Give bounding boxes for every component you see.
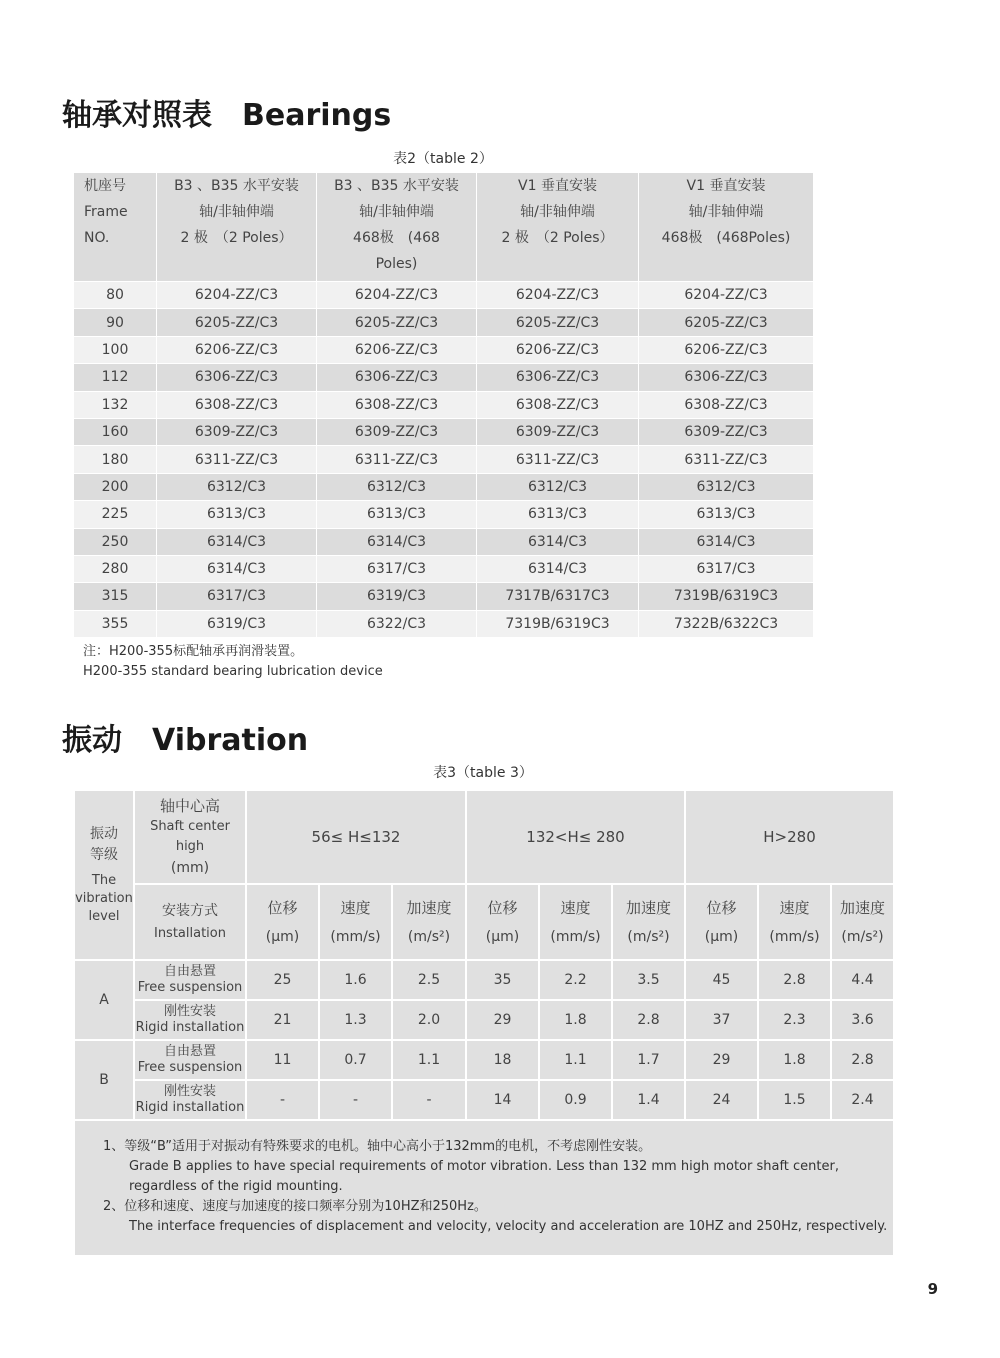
level-header-en-1: The [91, 873, 117, 888]
col-end: 轴/非轴伸端 [359, 204, 434, 220]
measure-header [758, 884, 831, 960]
frame-cell: 90 [74, 309, 157, 336]
bearing-cell: 6317/C3 [317, 555, 477, 582]
frame-header-cell [74, 173, 157, 282]
bearing-cell: 6206-ZZ/C3 [477, 336, 639, 363]
table-row [74, 446, 814, 473]
installation-cell [134, 960, 246, 1000]
installation-en: Rigid installation [135, 1020, 245, 1035]
bearings-header-row [74, 173, 814, 282]
level-header-cn-2: 等级 [90, 847, 118, 863]
vibration-value-cell: 3.5 [612, 960, 685, 1000]
vibration-header-row-2 [74, 884, 894, 960]
frame-cell: 355 [74, 610, 157, 637]
measure-unit: (mm/s) [550, 929, 601, 945]
col-end: 轴/非轴伸端 [520, 204, 595, 220]
vibration-value-cell: 24 [685, 1080, 758, 1120]
bearing-cell: 6314/C3 [477, 555, 639, 582]
measure-unit: (m/s²) [627, 929, 670, 945]
range-header: H>280 [685, 790, 894, 884]
measure-unit: (μm) [704, 929, 739, 945]
footnote-1-en-cont: regardless of the rigid mounting. [129, 1179, 343, 1194]
vibration-value-cell: 0.7 [319, 1040, 392, 1080]
vibration-value-cell: 2.2 [539, 960, 612, 1000]
vibration-value-cell: 2.3 [758, 1000, 831, 1040]
vibration-value-cell: 1.8 [539, 1000, 612, 1040]
vibration-value-cell: 14 [466, 1080, 539, 1120]
measure-header [319, 884, 392, 960]
bearings-note [83, 642, 383, 682]
range-header: 132<H≤ 280 [466, 790, 685, 884]
bearing-cell: 6317/C3 [157, 583, 317, 610]
bearing-cell: 6312/C3 [639, 473, 814, 500]
bearing-cell: 6205-ZZ/C3 [477, 309, 639, 336]
col-mount: V1 垂直安装 [686, 178, 766, 194]
bearing-cell: 6206-ZZ/C3 [317, 336, 477, 363]
level-header-en-2: vibration [75, 891, 133, 906]
bearing-cell: 6308-ZZ/C3 [157, 391, 317, 418]
install-header-cell [134, 884, 246, 960]
table-row [74, 960, 894, 1000]
frame-cell: 250 [74, 528, 157, 555]
vibration-value-cell: 25 [246, 960, 319, 1000]
vibration-title-en: Vibration [152, 723, 309, 758]
bearing-cell: 6306-ZZ/C3 [317, 364, 477, 391]
vibration-value-cell: 2.4 [831, 1080, 894, 1120]
vibration-value-cell: 1.4 [612, 1080, 685, 1120]
frame-cell: 160 [74, 418, 157, 445]
bearing-cell: 6308-ZZ/C3 [317, 391, 477, 418]
table-row [74, 282, 814, 309]
table-row [74, 1000, 894, 1040]
vibration-value-cell: 3.6 [831, 1000, 894, 1040]
grade-cell: A [74, 960, 134, 1040]
bearing-cell: 7319B/6319C3 [639, 583, 814, 610]
footnote-2-cn: 2、位移和速度、速度与加速度的接口频率分别为10HZ和250Hz。 [103, 1199, 487, 1214]
installation-cn: 自由悬置 [163, 1044, 216, 1059]
bearing-cell: 6306-ZZ/C3 [639, 364, 814, 391]
measure-unit: (m/s²) [407, 929, 451, 945]
vibration-value-cell: 1.6 [319, 960, 392, 1000]
measure-name: 位移 [267, 899, 298, 917]
vibration-value-cell: 2.0 [392, 1000, 466, 1040]
level-header-cell [74, 790, 134, 960]
measure-name: 加速度 [626, 899, 672, 917]
installation-cn: 自由悬置 [163, 964, 216, 979]
bearing-cell: 6312/C3 [157, 473, 317, 500]
bearing-cell: 6309-ZZ/C3 [157, 418, 317, 445]
frame-header-cn: 机座号 [84, 178, 126, 194]
vibration-value-cell: 1.7 [612, 1040, 685, 1080]
installation-cn: 刚性安装 [163, 1004, 216, 1019]
vibration-header-row-1 [74, 790, 894, 884]
bearing-cell: 6204-ZZ/C3 [477, 282, 639, 309]
installation-en: Rigid installation [135, 1100, 245, 1115]
bearings-note-en: H200-355 standard bearing lubrication device [83, 664, 383, 679]
bearings-caption: 表2（table 2） [393, 151, 493, 167]
bearing-cell: 6309-ZZ/C3 [317, 418, 477, 445]
vibration-value-cell: 29 [685, 1040, 758, 1080]
bearing-cell: 6306-ZZ/C3 [157, 364, 317, 391]
level-header-en-3: level [88, 909, 120, 924]
shaft-header-cell [134, 790, 246, 884]
bearing-cell: 6314/C3 [317, 528, 477, 555]
vibration-value-cell: 2.5 [392, 960, 466, 1000]
bearing-cell: 6206-ZZ/C3 [157, 336, 317, 363]
vibration-table [73, 789, 895, 1257]
page-number: 9 [927, 1280, 938, 1298]
measure-header [466, 884, 539, 960]
bearing-cell: 6312/C3 [317, 473, 477, 500]
measure-name: 位移 [487, 899, 518, 917]
vibration-value-cell: 11 [246, 1040, 319, 1080]
vibration-value-cell: 0.9 [539, 1080, 612, 1120]
bearing-cell: 6311-ZZ/C3 [639, 446, 814, 473]
installation-en: Free suspension [137, 980, 243, 995]
bearing-cell: 6314/C3 [639, 528, 814, 555]
bearing-cell: 7317B/6317C3 [477, 583, 639, 610]
frame-header-en: Frame [84, 204, 128, 220]
bearing-col-header [639, 173, 814, 282]
measure-unit: (m/s²) [841, 929, 884, 945]
bearing-cell: 7319B/6319C3 [477, 610, 639, 637]
measure-name: 加速度 [840, 899, 886, 917]
measure-header [539, 884, 612, 960]
measure-unit: (μm) [485, 929, 520, 945]
vibration-value-cell: 2.8 [612, 1000, 685, 1040]
vibration-value-cell: 37 [685, 1000, 758, 1040]
bearing-cell: 6311-ZZ/C3 [477, 446, 639, 473]
bearing-cell: 6322/C3 [317, 610, 477, 637]
vibration-caption: 表3（table 3） [433, 765, 533, 781]
vibration-value-cell: 18 [466, 1040, 539, 1080]
range-header: 56≤ H≤132 [246, 790, 466, 884]
vibration-value-cell: 29 [466, 1000, 539, 1040]
measure-name: 速度 [560, 899, 591, 917]
table-row [74, 391, 814, 418]
install-header-en: Installation [153, 926, 226, 941]
bearing-cell: 6311-ZZ/C3 [157, 446, 317, 473]
bearing-cell: 6312/C3 [477, 473, 639, 500]
bearing-col-header [157, 173, 317, 282]
col-end: 轴/非轴伸端 [688, 204, 764, 220]
vibration-title-cn: 振动 [62, 723, 122, 758]
footnote-1-cn: 1、等级“B”适用于对振动有特殊要求的电机。轴中心高小于132mm的电机，不考虑刚性安装。 [103, 1139, 652, 1154]
table-row [74, 555, 814, 582]
frame-cell: 225 [74, 501, 157, 528]
frame-cell: 180 [74, 446, 157, 473]
bearing-cell: 6313/C3 [157, 501, 317, 528]
bearing-cell: 6313/C3 [317, 501, 477, 528]
shaft-header-cn: 轴中心高 [159, 797, 220, 815]
measure-header [685, 884, 758, 960]
col-poles: 468极 (468 [353, 230, 440, 246]
vibration-value-cell: 1.8 [758, 1040, 831, 1080]
col-end: 轴/非轴伸端 [199, 204, 274, 220]
vibration-value-cell: 35 [466, 960, 539, 1000]
table-row [74, 1040, 894, 1080]
measure-header [831, 884, 894, 960]
bearing-cell: 6308-ZZ/C3 [639, 391, 814, 418]
measure-unit: (μm) [265, 929, 300, 945]
vibration-footnotes [74, 1120, 894, 1256]
bearings-title [62, 90, 391, 134]
bearings-title-cn: 轴承对照表 [62, 98, 212, 133]
table-row [74, 528, 814, 555]
vibration-value-cell: 4.4 [831, 960, 894, 1000]
grade-cell: B [74, 1040, 134, 1120]
vibration-value-cell: - [392, 1080, 466, 1120]
bearing-col-header [477, 173, 639, 282]
installation-cell [134, 1000, 246, 1040]
bearing-cell: 6319/C3 [157, 610, 317, 637]
level-header-cn-1: 振动 [90, 826, 118, 842]
col-poles: 468极 (468Poles) [661, 230, 791, 246]
table-row [74, 364, 814, 391]
frame-cell: 280 [74, 555, 157, 582]
bearing-cell: 6317/C3 [639, 555, 814, 582]
col-poles: 2 极 （2 Poles） [501, 230, 614, 246]
vibration-value-cell: 2.8 [831, 1040, 894, 1080]
installation-cn: 刚性安装 [163, 1084, 216, 1099]
measure-header [392, 884, 466, 960]
measure-name: 速度 [340, 899, 371, 917]
bearing-cell: 7322B/6322C3 [639, 610, 814, 637]
vibration-footnote-row [74, 1120, 894, 1256]
vibration-value-cell: 45 [685, 960, 758, 1000]
bearing-col-header [317, 173, 477, 282]
bearing-cell: 6308-ZZ/C3 [477, 391, 639, 418]
measure-name: 位移 [706, 899, 737, 917]
bearing-cell: 6313/C3 [477, 501, 639, 528]
table-row [74, 418, 814, 445]
bearing-cell: 6319/C3 [317, 583, 477, 610]
vibration-title [62, 715, 308, 759]
measure-header [612, 884, 685, 960]
bearing-cell: 6309-ZZ/C3 [477, 418, 639, 445]
shaft-header-en: Shaft center high [150, 819, 230, 854]
bearing-cell: 6309-ZZ/C3 [639, 418, 814, 445]
vibration-value-cell: 21 [246, 1000, 319, 1040]
table-row [74, 1080, 894, 1120]
bearing-cell: 6314/C3 [157, 528, 317, 555]
vibration-value-cell: 1.1 [392, 1040, 466, 1080]
frame-header-no: NO. [84, 230, 110, 246]
vibration-value-cell: 1.3 [319, 1000, 392, 1040]
bearing-cell: 6314/C3 [477, 528, 639, 555]
table-row [74, 336, 814, 363]
col-mount: B3 、B35 水平安装 [174, 178, 299, 194]
install-header-cn: 安装方式 [162, 903, 218, 919]
frame-cell: 200 [74, 473, 157, 500]
frame-cell: 112 [74, 364, 157, 391]
bearing-cell: 6206-ZZ/C3 [639, 336, 814, 363]
col-mount: B3 、B35 水平安装 [334, 178, 459, 194]
frame-cell: 80 [74, 282, 157, 309]
vibration-value-cell: - [319, 1080, 392, 1120]
vibration-value-cell: 1.1 [539, 1040, 612, 1080]
frame-cell: 132 [74, 391, 157, 418]
bearing-cell: 6204-ZZ/C3 [317, 282, 477, 309]
col-mount: V1 垂直安装 [518, 178, 597, 194]
bearing-cell: 6205-ZZ/C3 [157, 309, 317, 336]
bearings-note-cn: 注：H200-355标配轴承再润滑装置。 [83, 644, 304, 659]
col-poles-cont: Poles) [375, 256, 418, 272]
shaft-header-unit: (mm) [170, 860, 210, 876]
bearing-cell: 6313/C3 [639, 501, 814, 528]
measure-name: 加速度 [406, 899, 452, 917]
bearing-cell: 6205-ZZ/C3 [639, 309, 814, 336]
measure-header [246, 884, 319, 960]
footnote-1-en: Grade B applies to have special requirements of motor vibration. Less than 132 mm high motor shaft center, [129, 1159, 839, 1174]
measure-unit: (mm/s) [769, 929, 820, 945]
installation-cell [134, 1040, 246, 1080]
bearing-cell: 6205-ZZ/C3 [317, 309, 477, 336]
installation-cell [134, 1080, 246, 1120]
vibration-value-cell: 2.8 [758, 960, 831, 1000]
bearing-cell: 6306-ZZ/C3 [477, 364, 639, 391]
bearing-cell: 6204-ZZ/C3 [157, 282, 317, 309]
footnote-2-en: The interface frequencies of displacement and velocity, velocity and acceleration are 10HZ and 250Hz, respectively. [129, 1219, 888, 1234]
measure-unit: (mm/s) [330, 929, 381, 945]
table-row [74, 610, 814, 637]
table-row [74, 473, 814, 500]
table-row [74, 309, 814, 336]
bearings-title-en: Bearings [242, 98, 392, 133]
frame-cell: 100 [74, 336, 157, 363]
installation-en: Free suspension [137, 1060, 243, 1075]
vibration-value-cell: - [246, 1080, 319, 1120]
frame-cell: 315 [74, 583, 157, 610]
col-poles: 2 极 （2 Poles） [180, 230, 293, 246]
bearing-cell: 6314/C3 [157, 555, 317, 582]
bearing-cell: 6204-ZZ/C3 [639, 282, 814, 309]
vibration-value-cell: 1.5 [758, 1080, 831, 1120]
table-row [74, 583, 814, 610]
bearings-table [73, 172, 814, 638]
measure-name: 速度 [779, 899, 810, 917]
bearing-cell: 6311-ZZ/C3 [317, 446, 477, 473]
table-row [74, 501, 814, 528]
